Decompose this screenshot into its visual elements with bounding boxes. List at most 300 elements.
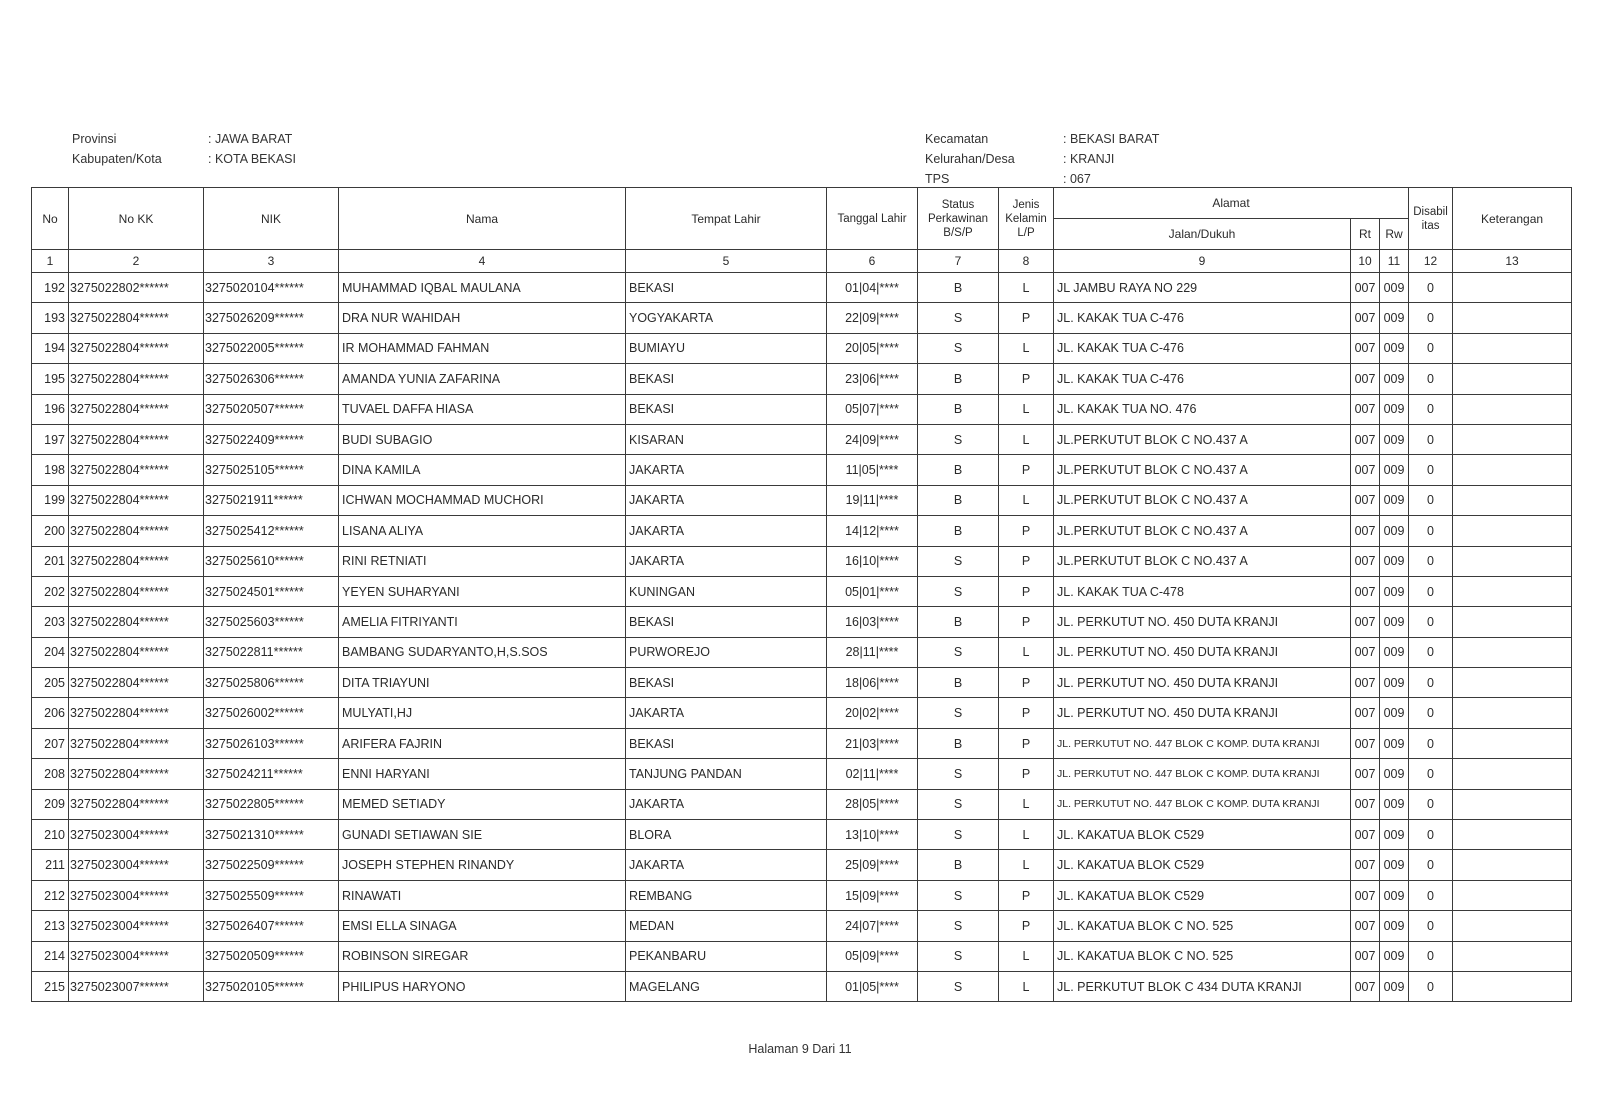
col-tempat-lahir: Tempat Lahir [626,188,827,250]
cell-no-kk: 3275022804****** [69,485,204,515]
cell-disabilitas: 0 [1409,759,1453,789]
cell-nama: AMANDA YUNIA ZAFARINA [339,364,626,394]
cell-rw: 009 [1380,850,1409,880]
col-status-line2: Perkawinan [927,212,989,225]
cell-disabilitas: 0 [1409,455,1453,485]
cell-tempat-lahir: JAKARTA [626,485,827,515]
cell-no-kk: 3275022804****** [69,789,204,819]
cell-rt: 007 [1351,424,1380,454]
cell-nik: 3275021911****** [204,485,339,515]
table-row [32,273,1572,303]
cell-disabilitas: 0 [1409,607,1453,637]
cell-rw: 009 [1380,485,1409,515]
cell-tanggal-lahir: 02|11|**** [827,759,918,789]
cell-nik: 3275024211****** [204,759,339,789]
cell-jalan: JL. KAKATUA BLOK C NO. 525 [1054,941,1351,971]
cell-no-kk: 3275022804****** [69,728,204,758]
meta-value: : JAWA BARAT [208,132,293,146]
cell-rt: 007 [1351,576,1380,606]
cell-tanggal-lahir: 18|06|**** [827,668,918,698]
column-number: 11 [1380,250,1409,273]
cell-tempat-lahir: JAKARTA [626,546,827,576]
cell-rw: 009 [1380,424,1409,454]
cell-tempat-lahir: JAKARTA [626,698,827,728]
cell-rw: 009 [1380,546,1409,576]
cell-tempat-lahir: YOGYAKARTA [626,303,827,333]
cell-tanggal-lahir: 21|03|**** [827,728,918,758]
column-number-row [32,250,1572,273]
cell-rt: 007 [1351,850,1380,880]
cell-nik: 3275022805****** [204,789,339,819]
cell-tempat-lahir: PEKANBARU [626,941,827,971]
table-row [32,668,1572,698]
cell-jalan: JL. KAKATUA BLOK C NO. 525 [1054,911,1351,941]
cell-rw: 009 [1380,607,1409,637]
cell-rw: 009 [1380,637,1409,667]
table-row [32,637,1572,667]
table-row [32,364,1572,394]
cell-jenis-kelamin: L [999,820,1054,850]
cell-keterangan [1453,911,1572,941]
table-row [32,820,1572,850]
cell-jalan: JL.PERKUTUT BLOK C NO.437 A [1054,516,1351,546]
cell-tanggal-lahir: 05|01|**** [827,576,918,606]
cell-disabilitas: 0 [1409,273,1453,303]
cell-tempat-lahir: PURWOREJO [626,637,827,667]
cell-disabilitas: 0 [1409,698,1453,728]
cell-no: 215 [32,971,69,1001]
cell-status-perkawinan: S [918,424,999,454]
cell-disabilitas: 0 [1409,333,1453,363]
cell-disabilitas: 0 [1409,637,1453,667]
meta-value: : 067 [1063,172,1091,186]
cell-jenis-kelamin: L [999,394,1054,424]
cell-no: 201 [32,546,69,576]
cell-jalan: JL.PERKUTUT BLOK C NO.437 A [1054,455,1351,485]
cell-tempat-lahir: BEKASI [626,364,827,394]
cell-no-kk: 3275022804****** [69,516,204,546]
cell-no: 195 [32,364,69,394]
cell-tanggal-lahir: 16|10|**** [827,546,918,576]
meta-value: : KOTA BEKASI [208,152,296,166]
cell-nama: MEMED SETIADY [339,789,626,819]
cell-jenis-kelamin: P [999,546,1054,576]
table-row [32,333,1572,363]
cell-tanggal-lahir: 14|12|**** [827,516,918,546]
col-jenis-line3: L/P [1017,226,1035,239]
cell-nik: 3275022409****** [204,424,339,454]
cell-status-perkawinan: S [918,546,999,576]
cell-jalan: JL JAMBU RAYA NO 229 [1054,273,1351,303]
cell-no: 192 [32,273,69,303]
col-nama: Nama [339,188,626,250]
cell-status-perkawinan: S [918,333,999,363]
cell-nik: 3275020104****** [204,273,339,303]
cell-keterangan [1453,485,1572,515]
table-row [32,789,1572,819]
cell-status-perkawinan: S [918,880,999,910]
cell-nik: 3275024501****** [204,576,339,606]
cell-tanggal-lahir: 15|09|**** [827,880,918,910]
cell-nik: 3275025806****** [204,668,339,698]
cell-disabilitas: 0 [1409,941,1453,971]
col-nik: NIK [204,188,339,250]
cell-rt: 007 [1351,273,1380,303]
cell-jalan: JL. KAKATUA BLOK C529 [1054,850,1351,880]
cell-jalan: JL.PERKUTUT BLOK C NO.437 A [1054,424,1351,454]
cell-no-kk: 3275023007****** [69,971,204,1001]
cell-tempat-lahir: TANJUNG PANDAN [626,759,827,789]
cell-disabilitas: 0 [1409,303,1453,333]
cell-nama: ENNI HARYANI [339,759,626,789]
table-row [32,546,1572,576]
cell-status-perkawinan: S [918,637,999,667]
cell-rw: 009 [1380,698,1409,728]
cell-status-perkawinan: S [918,698,999,728]
cell-keterangan [1453,364,1572,394]
cell-nik: 3275020509****** [204,941,339,971]
cell-rw: 009 [1380,911,1409,941]
cell-disabilitas: 0 [1409,880,1453,910]
cell-jalan: JL.PERKUTUT BLOK C NO.437 A [1054,546,1351,576]
meta-value: : BEKASI BARAT [1063,132,1160,146]
cell-jalan: JL. KAKATUA BLOK C529 [1054,880,1351,910]
cell-nama: JOSEPH STEPHEN RINANDY [339,850,626,880]
cell-no-kk: 3275022804****** [69,455,204,485]
cell-status-perkawinan: S [918,820,999,850]
cell-nik: 3275026407****** [204,911,339,941]
cell-no-kk: 3275022804****** [69,303,204,333]
cell-jenis-kelamin: P [999,911,1054,941]
cell-status-perkawinan: B [918,364,999,394]
cell-disabilitas: 0 [1409,576,1453,606]
cell-jalan: JL. KAKAK TUA NO. 476 [1054,394,1351,424]
cell-nik: 3275026103****** [204,728,339,758]
cell-jalan: JL. KAKAK TUA C-478 [1054,576,1351,606]
cell-tanggal-lahir: 16|03|**** [827,607,918,637]
cell-nama: EMSI ELLA SINAGA [339,911,626,941]
cell-no: 202 [32,576,69,606]
cell-tempat-lahir: MAGELANG [626,971,827,1001]
cell-rt: 007 [1351,759,1380,789]
cell-no-kk: 3275022802****** [69,273,204,303]
cell-nik: 3275025610****** [204,546,339,576]
cell-no: 213 [32,911,69,941]
header-row [32,188,1572,219]
cell-rw: 009 [1380,820,1409,850]
cell-status-perkawinan: S [918,941,999,971]
cell-disabilitas: 0 [1409,364,1453,394]
cell-no: 205 [32,668,69,698]
cell-tanggal-lahir: 24|09|**** [827,424,918,454]
cell-jenis-kelamin: P [999,607,1054,637]
cell-tanggal-lahir: 20|02|**** [827,698,918,728]
table-row [32,941,1572,971]
cell-jenis-kelamin: L [999,333,1054,363]
cell-jenis-kelamin: P [999,516,1054,546]
cell-disabilitas: 0 [1409,971,1453,1001]
cell-status-perkawinan: B [918,394,999,424]
table-row [32,728,1572,758]
cell-jenis-kelamin: L [999,850,1054,880]
cell-jenis-kelamin: P [999,668,1054,698]
cell-disabilitas: 0 [1409,424,1453,454]
cell-nama: AMELIA FITRIYANTI [339,607,626,637]
cell-keterangan [1453,424,1572,454]
cell-tempat-lahir: BEKASI [626,273,827,303]
col-keterangan: Keterangan [1453,188,1572,250]
column-number: 12 [1409,250,1453,273]
cell-status-perkawinan: S [918,971,999,1001]
cell-tanggal-lahir: 20|05|**** [827,333,918,363]
cell-disabilitas: 0 [1409,789,1453,819]
cell-disabilitas: 0 [1409,516,1453,546]
cell-no-kk: 3275022804****** [69,394,204,424]
cell-jalan: JL. KAKAK TUA C-476 [1054,364,1351,394]
meta-label: Kecamatan [925,132,989,146]
cell-rw: 009 [1380,364,1409,394]
cell-nama: DINA KAMILA [339,455,626,485]
cell-rt: 007 [1351,516,1380,546]
cell-status-perkawinan: S [918,911,999,941]
cell-tempat-lahir: BEKASI [626,607,827,637]
cell-no: 209 [32,789,69,819]
cell-rt: 007 [1351,455,1380,485]
column-number: 4 [339,250,626,273]
table-row [32,485,1572,515]
cell-status-perkawinan: S [918,789,999,819]
cell-keterangan [1453,333,1572,363]
cell-nik: 3275025412****** [204,516,339,546]
cell-rt: 007 [1351,789,1380,819]
cell-no-kk: 3275022804****** [69,759,204,789]
cell-rw: 009 [1380,516,1409,546]
cell-status-perkawinan: B [918,516,999,546]
cell-rw: 009 [1380,880,1409,910]
cell-tempat-lahir: BEKASI [626,394,827,424]
meta-label: Kabupaten/Kota [72,152,162,166]
col-disabil-line1: Disabil [1413,205,1448,218]
voter-table [31,187,1572,1002]
cell-status-perkawinan: B [918,485,999,515]
cell-nama: RINI RETNIATI [339,546,626,576]
cell-nama: IR MOHAMMAD FAHMAN [339,333,626,363]
cell-status-perkawinan: S [918,576,999,606]
cell-keterangan [1453,546,1572,576]
cell-jalan: JL. KAKAK TUA C-476 [1054,303,1351,333]
cell-rw: 009 [1380,333,1409,363]
cell-tempat-lahir: JAKARTA [626,850,827,880]
table-row [32,424,1572,454]
cell-status-perkawinan: B [918,728,999,758]
cell-no-kk: 3275023004****** [69,820,204,850]
cell-keterangan [1453,455,1572,485]
cell-no-kk: 3275022804****** [69,698,204,728]
cell-jalan: JL. KAKATUA BLOK C529 [1054,820,1351,850]
cell-tanggal-lahir: 13|10|**** [827,820,918,850]
cell-rw: 009 [1380,455,1409,485]
cell-jenis-kelamin: L [999,971,1054,1001]
cell-no-kk: 3275022804****** [69,364,204,394]
cell-jenis-kelamin: P [999,880,1054,910]
cell-rt: 007 [1351,971,1380,1001]
cell-nama: ROBINSON SIREGAR [339,941,626,971]
cell-keterangan [1453,789,1572,819]
table-row [32,576,1572,606]
meta-kecamatan [925,129,1159,149]
cell-rt: 007 [1351,394,1380,424]
col-tanggal-lahir: Tanggal Lahir [827,188,918,250]
cell-no: 207 [32,728,69,758]
col-disabil-line2: itas [1421,219,1440,232]
cell-rw: 009 [1380,303,1409,333]
cell-keterangan [1453,850,1572,880]
col-jenis-kelamin [999,188,1054,250]
cell-jalan: JL.PERKUTUT BLOK C NO.437 A [1054,485,1351,515]
cell-rw: 009 [1380,941,1409,971]
cell-tempat-lahir: BEKASI [626,728,827,758]
meta-kabupaten [72,149,296,169]
meta-provinsi [72,129,296,149]
table-row [32,698,1572,728]
cell-no-kk: 3275023004****** [69,880,204,910]
column-number: 1 [32,250,69,273]
column-number: 2 [69,250,204,273]
col-no-kk: No KK [69,188,204,250]
cell-keterangan [1453,668,1572,698]
cell-rt: 007 [1351,668,1380,698]
cell-nama: ARIFERA FAJRIN [339,728,626,758]
cell-disabilitas: 0 [1409,728,1453,758]
col-disabilitas [1409,188,1453,250]
cell-rw: 009 [1380,728,1409,758]
cell-nik: 3275025105****** [204,455,339,485]
column-number: 9 [1054,250,1351,273]
cell-keterangan [1453,759,1572,789]
cell-no: 214 [32,941,69,971]
cell-keterangan [1453,576,1572,606]
column-number: 5 [626,250,827,273]
cell-keterangan [1453,698,1572,728]
cell-jenis-kelamin: L [999,789,1054,819]
cell-status-perkawinan: S [918,759,999,789]
cell-rt: 007 [1351,911,1380,941]
cell-jalan: JL. PERKUTUT NO. 450 DUTA KRANJI [1054,668,1351,698]
cell-jenis-kelamin: P [999,698,1054,728]
cell-keterangan [1453,637,1572,667]
cell-keterangan [1453,820,1572,850]
cell-keterangan [1453,303,1572,333]
cell-jenis-kelamin: L [999,424,1054,454]
cell-no: 194 [32,333,69,363]
cell-rw: 009 [1380,576,1409,606]
cell-nama: RINAWATI [339,880,626,910]
cell-jalan: JL. PERKUTUT NO. 447 BLOK C KOMP. DUTA KRANJI [1054,789,1351,819]
cell-no: 200 [32,516,69,546]
cell-nik: 3275022811****** [204,637,339,667]
cell-rt: 007 [1351,546,1380,576]
table-row [32,759,1572,789]
cell-keterangan [1453,394,1572,424]
cell-no: 204 [32,637,69,667]
cell-no-kk: 3275023004****** [69,941,204,971]
cell-jenis-kelamin: P [999,303,1054,333]
col-status-line1: Status [941,198,975,211]
cell-tanggal-lahir: 28|11|**** [827,637,918,667]
cell-tanggal-lahir: 24|07|**** [827,911,918,941]
cell-keterangan [1453,880,1572,910]
cell-tempat-lahir: JAKARTA [626,455,827,485]
table-row [32,911,1572,941]
cell-no: 210 [32,820,69,850]
cell-jalan: JL. KAKAK TUA C-476 [1054,333,1351,363]
cell-no: 196 [32,394,69,424]
column-number: 7 [918,250,999,273]
cell-no: 199 [32,485,69,515]
cell-tempat-lahir: BLORA [626,820,827,850]
cell-jenis-kelamin: L [999,273,1054,303]
cell-tanggal-lahir: 01|04|**** [827,273,918,303]
cell-no-kk: 3275022804****** [69,637,204,667]
cell-nik: 3275026306****** [204,364,339,394]
cell-disabilitas: 0 [1409,394,1453,424]
cell-no: 211 [32,850,69,880]
cell-rt: 007 [1351,941,1380,971]
col-jenis-line1: Jenis [1012,198,1040,211]
col-no: No [32,188,69,250]
cell-status-perkawinan: B [918,607,999,637]
cell-tanggal-lahir: 23|06|**** [827,364,918,394]
cell-no-kk: 3275022804****** [69,424,204,454]
cell-tempat-lahir: BEKASI [626,668,827,698]
col-rw: Rw [1380,219,1409,250]
cell-rw: 009 [1380,759,1409,789]
cell-tempat-lahir: BUMIAYU [626,333,827,363]
meta-label: TPS [925,172,950,186]
cell-nama: YEYEN SUHARYANI [339,576,626,606]
cell-rt: 007 [1351,303,1380,333]
cell-nik: 3275020507****** [204,394,339,424]
cell-tempat-lahir: KUNINGAN [626,576,827,606]
cell-no: 197 [32,424,69,454]
column-number: 3 [204,250,339,273]
cell-rt: 007 [1351,698,1380,728]
cell-no-kk: 3275022804****** [69,576,204,606]
cell-tanggal-lahir: 11|05|**** [827,455,918,485]
cell-no: 198 [32,455,69,485]
cell-tempat-lahir: MEDAN [626,911,827,941]
cell-rw: 009 [1380,394,1409,424]
cell-nama: MULYATI,HJ [339,698,626,728]
cell-jalan: JL. PERKUTUT NO. 447 BLOK C KOMP. DUTA KRANJI [1054,728,1351,758]
cell-jenis-kelamin: P [999,576,1054,606]
cell-jalan: JL. PERKUTUT NO. 450 DUTA KRANJI [1054,698,1351,728]
cell-no: 203 [32,607,69,637]
cell-status-perkawinan: S [918,303,999,333]
cell-tanggal-lahir: 22|09|**** [827,303,918,333]
header-right [925,129,1159,189]
table-row [32,516,1572,546]
cell-status-perkawinan: B [918,850,999,880]
cell-no: 208 [32,759,69,789]
cell-rw: 009 [1380,971,1409,1001]
cell-rt: 007 [1351,728,1380,758]
col-jenis-line2: Kelamin [1005,212,1047,225]
cell-rt: 007 [1351,637,1380,667]
cell-status-perkawinan: B [918,273,999,303]
cell-disabilitas: 0 [1409,911,1453,941]
cell-nama: GUNADI SETIAWAN SIE [339,820,626,850]
